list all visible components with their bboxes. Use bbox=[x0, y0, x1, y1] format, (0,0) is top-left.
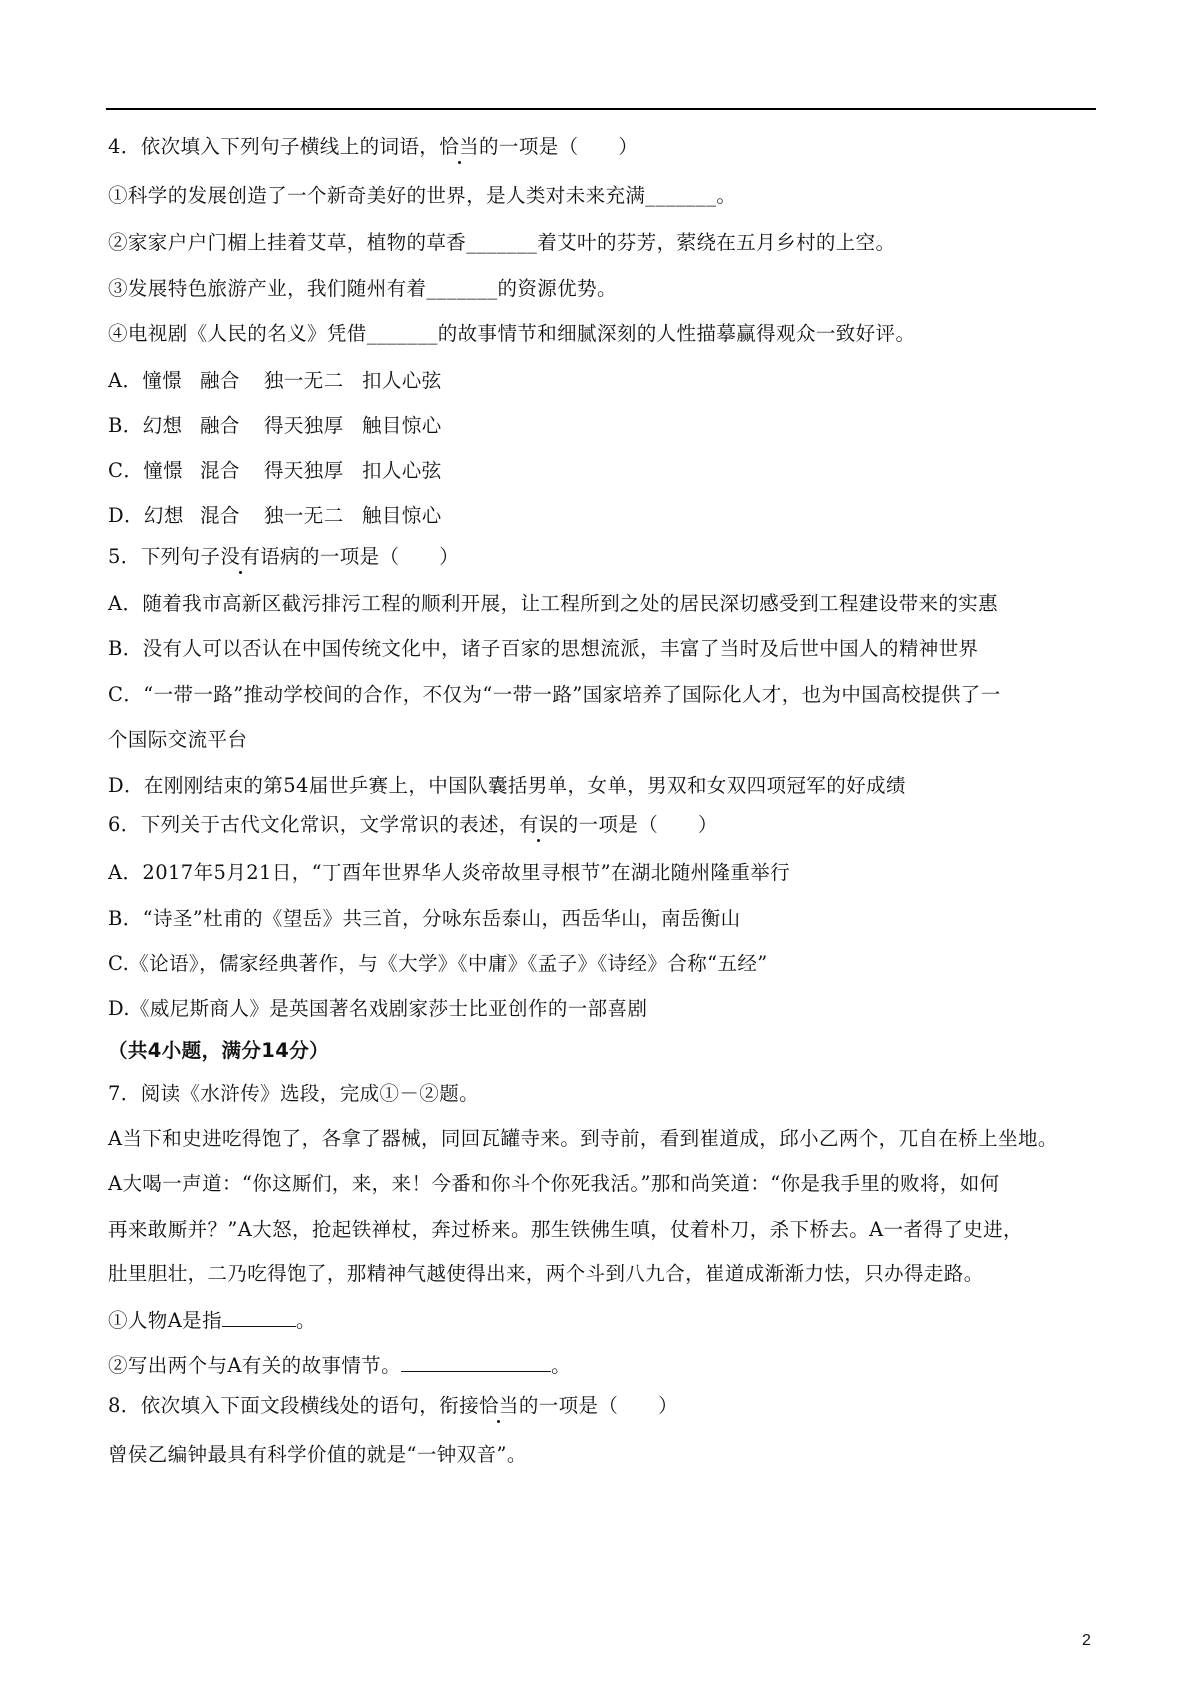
q5-option-c: C．“一带一路”推动学校间的合作，不仅为“一带一路”国家培养了国际化人才，也为中国高校提供了一 bbox=[108, 683, 1001, 706]
q4-option-c: C．憧憬 混合 得天独厚 扣人心弦 bbox=[108, 459, 442, 482]
emphasis-dots: 没有 bbox=[220, 545, 261, 568]
emphasis-dots: 有误 bbox=[518, 813, 559, 836]
section-heading: （共4小题，满分14分） bbox=[108, 1039, 330, 1062]
q4-option-a: A．憧憬 融合 独一无二 扣人心弦 bbox=[108, 369, 442, 392]
q5-option-a: A．随着我市高新区截污排污工程的顺利开展，让工程所到之处的居民深切感受到工程建设带来的实惠 bbox=[108, 592, 999, 615]
q4-stem: 4．依次填入下列句子横线上的词语，恰当的一项是（ ） bbox=[108, 135, 639, 158]
q4-sentence-2: ②家家户户门楣上挂着艾草，植物的草香_______着艾叶的芬芳，萦绕在五月乡村的上空。 bbox=[108, 231, 896, 254]
header-rule bbox=[106, 108, 1096, 110]
q7-sub-question-2: ②写出两个与A有关的故事情节。 。 bbox=[108, 1354, 571, 1377]
q4-sentence-1: ①科学的发展创造了一个新奇美好的世界，是人类对未来充满_______。 bbox=[108, 184, 737, 207]
q4-sentence-4: ④电视剧《人民的名义》凭借_______的故事情节和细腻深刻的人性描摹赢得观众一致好评。 bbox=[108, 322, 916, 345]
q5-option-c-cont: 个国际交流平台 bbox=[108, 728, 248, 751]
q4-sentence-3: ③发展特色旅游产业，我们随州有着_______的资源优势。 bbox=[108, 277, 617, 300]
q7-passage-line-4: 肚里胆壮，二乃吃得饱了，那精神气越使得出来，两个斗到八九合，崔道成渐渐力怯，只办得走路。 bbox=[108, 1262, 984, 1285]
q4-option-b: B．幻想 融合 得天独厚 触目惊心 bbox=[108, 414, 442, 437]
q5-stem: 5．下列句子没有语病的一项是（ ） bbox=[108, 545, 460, 568]
q5-option-d: D．在刚刚结束的第54届世乒赛上，中国队囊括男单，女单，男双和女双四项冠军的好成绩 bbox=[108, 774, 906, 797]
q4-option-d: D．幻想 混合 独一无二 触目惊心 bbox=[108, 504, 442, 527]
q8-stem: 8．依次填入下面文段横线处的语句，衔接恰当的一项是（ ） bbox=[108, 1394, 679, 1417]
answer-blank[interactable] bbox=[401, 1353, 551, 1372]
q7-passage-line-1: A当下和史进吃得饱了，各拿了器械，同回瓦罐寺来。到寺前，看到崔道成，邱小乙两个，兀自在桥上坐地。 bbox=[108, 1127, 1058, 1150]
q6-option-c: C.《论语》，儒家经典著作，与《大学》《中庸》《孟子》《诗经》合称“五经” bbox=[108, 952, 768, 975]
q7-sub-question-1: ①人物A是指 。 bbox=[108, 1309, 316, 1332]
emphasis-dots: 恰当 bbox=[479, 1394, 519, 1417]
emphasis-dots: 恰当 bbox=[439, 135, 480, 158]
q6-option-d: D.《威尼斯商人》是英国著名戏剧家莎士比亚创作的一部喜剧 bbox=[108, 997, 648, 1020]
q6-stem: 6．下列关于古代文化常识，文学常识的表述，有误的一项是（ ） bbox=[108, 813, 718, 836]
page-number: 2 bbox=[1082, 1632, 1091, 1649]
q6-option-a: A．2017年5月21日，“丁酉年世界华人炎帝故里寻根节”在湖北随州隆重举行 bbox=[108, 861, 791, 884]
q5-option-b: B．没有人可以否认在中国传统文化中，诸子百家的思想流派，丰富了当时及后世中国人的精神世界 bbox=[108, 637, 979, 660]
q6-option-b: B．“诗圣”杜甫的《望岳》共三首，分咏东岳泰山，西岳华山，南岳衡山 bbox=[108, 907, 741, 930]
answer-blank[interactable] bbox=[222, 1308, 296, 1327]
q8-passage-line-1: 曾侯乙编钟最具有科学价值的就是“一钟双音”。 bbox=[108, 1443, 527, 1466]
q7-passage-line-3: 再来敢厮并？”A大怒，抢起铁禅杖，奔过桥来。那生铁佛生嗔，仗着朴刀，杀下桥去。A一者得了史进， bbox=[108, 1218, 1023, 1241]
q7-stem: 7．阅读《水浒传》选段，完成①－②题。 bbox=[108, 1082, 480, 1105]
q7-passage-line-2: A大喝一声道：“你这厮们，来，来！今番和你斗个你死我活。”那和尚笑道：“你是我手里的败将，如何 bbox=[108, 1172, 1000, 1195]
